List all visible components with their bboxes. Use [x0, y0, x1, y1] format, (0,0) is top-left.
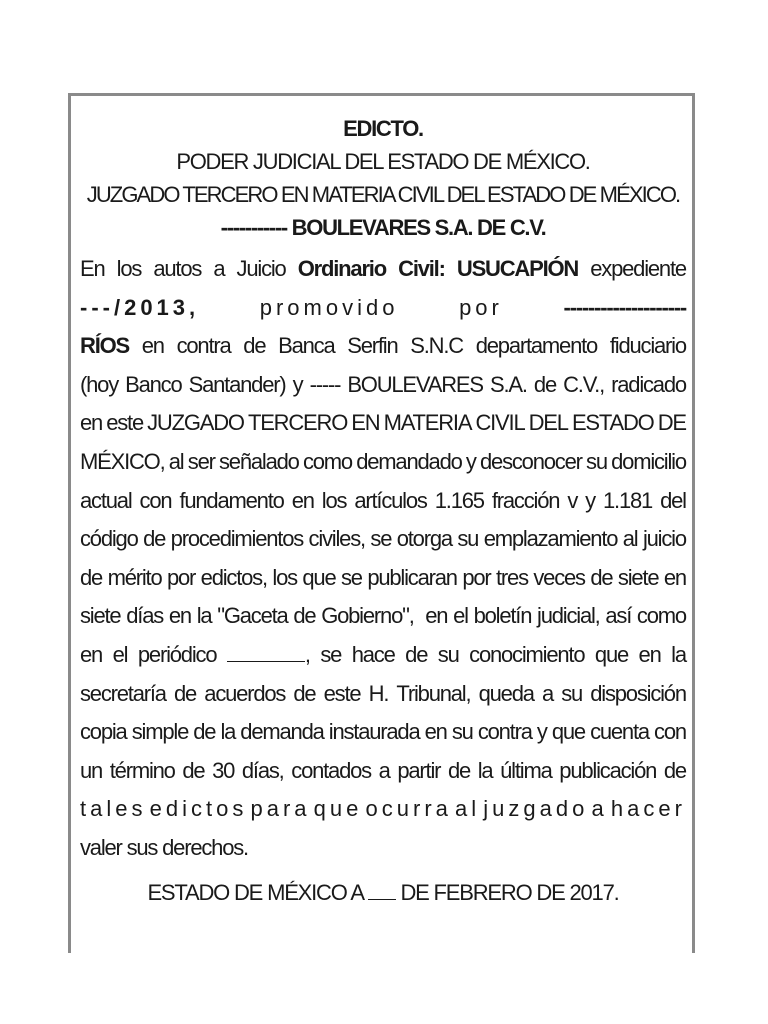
body-line-1	[80, 250, 686, 289]
word: edictos,	[200, 564, 267, 590]
body-line-9	[80, 559, 686, 598]
word: mérito	[107, 564, 162, 590]
word: en	[663, 564, 686, 590]
word: se	[320, 641, 342, 667]
word: EN	[351, 410, 380, 436]
word: (hoy	[80, 371, 118, 397]
word: en	[141, 333, 164, 359]
word: ,	[304, 641, 310, 667]
word: juzgado	[483, 796, 589, 822]
word: en	[424, 719, 447, 745]
word: Banco	[125, 371, 182, 397]
word: veces	[533, 564, 585, 590]
edict-content	[80, 112, 686, 909]
body-line-4	[80, 366, 686, 405]
case-number: ---/2013,	[80, 294, 200, 320]
word: fundamento	[179, 487, 284, 513]
word: departamento	[475, 333, 598, 359]
word: por	[459, 294, 503, 320]
word: de	[143, 526, 166, 552]
word: a	[378, 757, 390, 783]
word: contra	[176, 333, 231, 359]
defendant-line: ----------- BOULEVARES S.A. DE C.V.	[220, 215, 546, 240]
word: publicaran	[367, 564, 457, 590]
word: conocimiento	[469, 641, 585, 667]
word: en	[168, 603, 191, 629]
word: 1.165	[434, 487, 484, 513]
body-line-8	[80, 520, 686, 559]
word: BOULEVARES	[347, 371, 483, 397]
word: días,	[241, 757, 284, 783]
word: del	[660, 487, 686, 513]
word: 1.181	[603, 487, 653, 513]
word: su	[437, 641, 459, 667]
word: de	[193, 719, 216, 745]
word: v	[567, 487, 578, 513]
word: por	[166, 564, 196, 590]
word: cuenta	[590, 719, 649, 745]
word: C.V.,	[563, 371, 604, 397]
word: se	[370, 526, 392, 552]
word: siete	[80, 603, 121, 629]
word: el	[453, 603, 468, 629]
word: a	[591, 796, 608, 822]
word: disposición	[590, 680, 686, 706]
edict-title: EDICTO.	[343, 116, 423, 141]
newspaper-blank	[227, 636, 310, 675]
word: Gobierno",	[321, 603, 414, 629]
word: judicial,	[537, 603, 600, 629]
day-blank	[368, 881, 396, 900]
word: y	[292, 371, 303, 397]
word: autos	[153, 256, 202, 281]
body-line-12	[80, 675, 686, 714]
word: expediente	[590, 256, 686, 281]
body-line-15	[80, 790, 686, 829]
word: de	[590, 564, 613, 590]
word: demandado	[356, 448, 462, 474]
word: -----	[309, 371, 341, 397]
word: y	[536, 719, 547, 745]
word: con	[654, 719, 686, 745]
word: S.N.C	[410, 333, 463, 359]
word: edictos	[149, 796, 248, 822]
body-line-6	[80, 443, 686, 482]
word: para	[250, 796, 311, 822]
court-line-1: PODER JUDICIAL DEL ESTADO DE MÉXICO.	[176, 149, 590, 174]
word: su	[561, 680, 583, 706]
word: En	[80, 256, 105, 281]
word: los	[272, 564, 297, 590]
word: última	[500, 757, 552, 783]
word: actual	[80, 487, 132, 513]
body-line-7	[80, 482, 686, 521]
redacted-name: --------------------	[563, 294, 686, 320]
word: ser	[187, 448, 215, 474]
word: procedimientos	[170, 526, 304, 552]
word: días	[126, 603, 164, 629]
word: hace	[351, 641, 395, 667]
word: de	[243, 333, 266, 359]
word: publicación	[559, 757, 657, 783]
word: la	[196, 603, 212, 629]
word: Serfin	[347, 333, 398, 359]
word: señalado	[219, 448, 299, 474]
word: y	[465, 448, 476, 474]
word: que	[313, 796, 363, 822]
word: promovido	[259, 294, 399, 320]
word-bold: RÍOS	[80, 333, 129, 359]
word: y	[585, 487, 595, 513]
word: juicio	[642, 526, 686, 552]
closing-prefix: ESTADO DE MÉXICO A	[147, 879, 363, 905]
word: desconocer	[480, 448, 582, 474]
word: este	[106, 410, 143, 436]
word: su	[586, 448, 607, 474]
word: de	[293, 603, 316, 629]
word-bold: Civil:	[398, 256, 445, 281]
word: contra	[477, 719, 532, 745]
word: JUZGADO	[147, 410, 244, 436]
word: que	[302, 564, 336, 590]
word: se	[340, 564, 362, 590]
word-bold: Ordinario	[297, 256, 386, 281]
court-line-2: JUZGADO TERCERO EN MATERIA CIVIL DEL ESTADO DE MÉXICO.	[86, 182, 680, 207]
word: a	[213, 256, 225, 281]
word: siete	[617, 564, 659, 590]
word: tres	[496, 564, 528, 590]
word: de	[533, 371, 556, 397]
word: un	[80, 757, 103, 783]
word: los	[116, 256, 142, 281]
body-line-2	[80, 289, 686, 328]
word: Banca	[278, 333, 335, 359]
word: contados	[291, 757, 371, 783]
word: de	[663, 757, 686, 783]
line-text: valer sus derechos.	[80, 834, 248, 860]
word: en	[291, 487, 314, 513]
word: 30	[212, 757, 235, 783]
word: de	[293, 680, 316, 706]
word: como	[636, 603, 686, 629]
word: por	[462, 564, 491, 590]
word-bold: USUCAPIÓN	[456, 256, 579, 281]
word: al	[168, 448, 184, 474]
word: su	[451, 719, 473, 745]
closing-date-line	[80, 876, 686, 909]
word: partir	[397, 757, 441, 783]
word: los	[321, 487, 347, 513]
word: de	[182, 757, 205, 783]
word: radicado	[611, 371, 686, 397]
word: artículos	[354, 487, 427, 513]
word: en	[80, 641, 103, 667]
word: secretaría	[80, 680, 166, 706]
word: la	[220, 719, 236, 745]
word: Juicio	[236, 256, 286, 281]
word: de	[174, 680, 197, 706]
word: TERCERO	[247, 410, 348, 436]
closing-suffix: DE FEBRERO DE 2017.	[400, 879, 619, 905]
word: Santander)	[188, 371, 286, 397]
word: que	[594, 641, 629, 667]
word: en	[425, 603, 448, 629]
word: a	[541, 680, 554, 706]
body-line-16	[80, 829, 686, 868]
body-line-14	[80, 752, 686, 791]
word: emplazamiento	[483, 526, 618, 552]
word: instaurada	[328, 719, 420, 745]
word: hacer	[610, 796, 686, 822]
word: CIVIL	[475, 410, 525, 436]
word: fracción	[491, 487, 560, 513]
body-line-13	[80, 713, 686, 752]
word: de	[80, 564, 103, 590]
word: acuerdos	[204, 680, 286, 706]
edict-body	[80, 250, 686, 868]
word: otorga	[396, 526, 452, 552]
word: este	[323, 680, 361, 706]
word: boletín	[473, 603, 532, 629]
word: demanda	[240, 719, 324, 745]
word: código	[80, 526, 138, 552]
word: en	[80, 410, 103, 436]
word: DE	[657, 410, 686, 436]
word: con	[139, 487, 172, 513]
word: como	[302, 448, 352, 474]
word: así	[605, 603, 632, 629]
word: MÉXICO,	[80, 448, 165, 474]
word: DEL	[528, 410, 568, 436]
word: término	[109, 757, 175, 783]
blank-line	[227, 643, 305, 662]
word: en	[638, 641, 661, 667]
word: H.	[368, 680, 389, 706]
word: la	[477, 757, 493, 783]
word: MATERIA	[383, 410, 472, 436]
word: Tribunal,	[396, 680, 471, 706]
word: su	[457, 526, 479, 552]
word: al	[455, 796, 481, 822]
word: copia	[80, 719, 127, 745]
word: al	[622, 526, 638, 552]
word: civiles,	[308, 526, 365, 552]
word: de	[447, 757, 471, 783]
word: ocurra	[365, 796, 452, 822]
word: queda	[478, 680, 534, 706]
word: de	[405, 641, 428, 667]
word: "Gaceta	[217, 603, 288, 629]
word: S.A.	[490, 371, 527, 397]
body-line-5	[80, 404, 686, 443]
word: simple	[131, 719, 189, 745]
word: tales	[80, 796, 147, 822]
word: la	[671, 641, 686, 667]
body-line-11	[80, 636, 686, 675]
word: periódico	[137, 641, 217, 667]
word: ESTADO	[571, 410, 654, 436]
word: el	[112, 641, 128, 667]
body-line-3	[80, 327, 686, 366]
word: que	[551, 719, 585, 745]
word: fiduciario	[609, 333, 686, 359]
word: domicilio	[611, 448, 686, 474]
body-line-10	[80, 597, 686, 636]
